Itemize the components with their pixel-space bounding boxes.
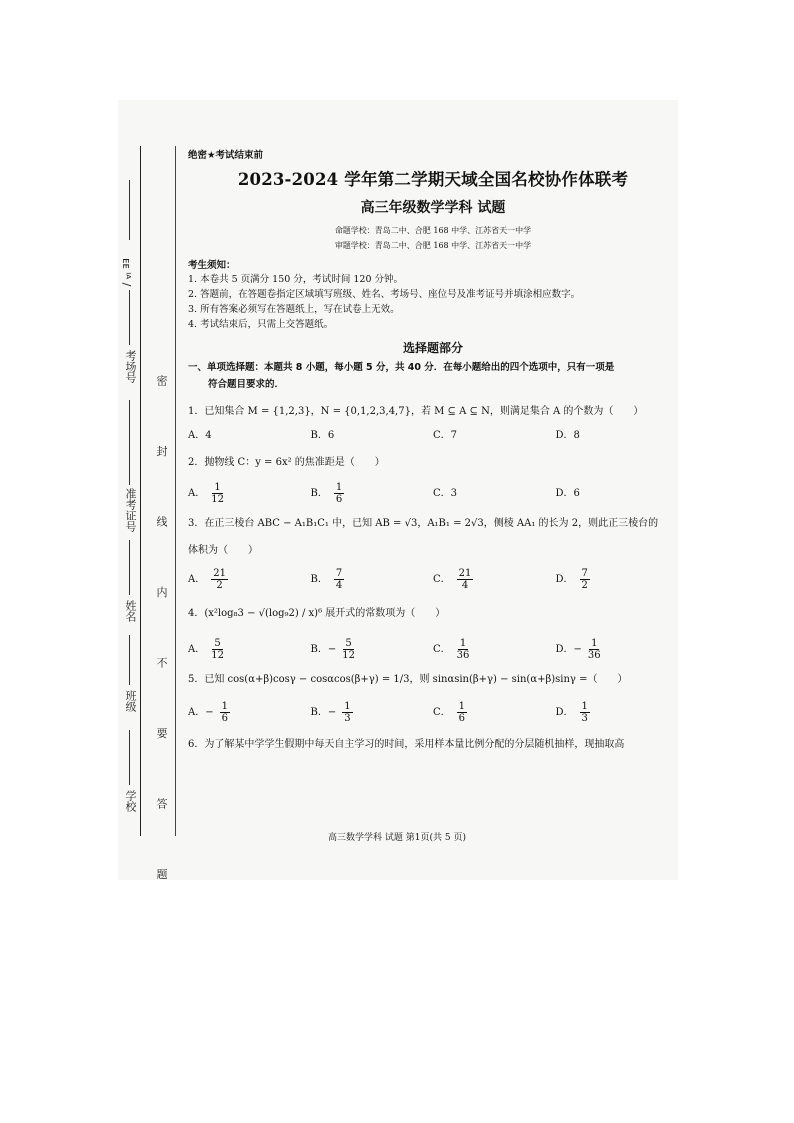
fill-line-school	[129, 730, 130, 785]
option: D． $\frac{1}{3}$	[555, 700, 588, 724]
author-line: 命题学校：青岛二中、合肥 168 中学、江苏省天一中学	[334, 225, 532, 235]
option: B． $\frac{1}{6}$	[310, 481, 343, 505]
option: B． 6	[310, 429, 335, 441]
note-item: 1. 本卷共 5 页满分 150 分，考试时间 120 分钟。	[188, 274, 404, 286]
fill-line-seat-no	[129, 180, 130, 240]
option: A． $\frac{21}{2}$	[188, 567, 226, 591]
exam-title: 2023-2024 学年第二学期天域全国名校协作体联考	[237, 169, 629, 189]
option: C． $\frac{21}{4}$	[433, 567, 472, 591]
fill-line-exam-no	[129, 400, 130, 485]
fill-line-name	[129, 540, 130, 595]
question-5-stem: 5．已知 cos(α+β)cosγ − cosαcos(β+γ) = 1/3，则 sinαsin(β+γ) − sin(α+β)sinγ =（ ）	[188, 674, 628, 686]
option: B． − $\frac{1}{3}$	[310, 700, 351, 724]
option: D． 8	[555, 429, 580, 441]
margin-name-label: 姓名	[124, 600, 137, 622]
question-1-options	[188, 429, 678, 443]
fill-line-seat	[129, 290, 130, 345]
question-6-stem: 6．为了解某中学学生假期中每天自主学习的时间，采用样本量比例分配的分层随机抽样，现抽取高	[188, 738, 625, 750]
note-item: 3. 所有答案必须写在答题纸上，写在试卷上无效。	[188, 304, 400, 315]
option: A． − $\frac{1}{6}$	[188, 700, 228, 724]
option: A． $\frac{5}{12}$	[188, 638, 224, 662]
exam-subtitle: 高三年级数学学科 试题	[360, 200, 506, 217]
option: B． $\frac{7}{4}$	[310, 567, 343, 591]
option: A． 4	[188, 429, 212, 441]
page-footer: 高三数学学科 试题 第1页(共 5 页)	[328, 833, 466, 843]
option: D． $\frac{7}{2}$	[555, 567, 588, 591]
question-2-options	[188, 482, 678, 505]
section-instruction: 一、单项选择题：本题共 8 小题，每小题 5 分，共 40 分．在每小题给出的四个选项中，只有一项是	[188, 361, 615, 373]
section-instruction-cont: 符合题目要求的．	[208, 378, 285, 390]
binding-line-outer	[140, 146, 141, 836]
option: D． − $\frac{1}{36}$	[555, 638, 601, 662]
notes-title: 考生须知：	[188, 259, 236, 271]
seal-line-warning: 密 封 线 内 不 要 答 题	[155, 375, 168, 908]
question-1-stem: 1．已知集合 M = {1,2,3}，N = {0,1,2,3,4,7}，若 M ⊆ A ⊆ N，则满足集合 A 的个数为（ ）	[188, 406, 644, 418]
margin-class-label: 班级	[124, 690, 137, 712]
option: C． $\frac{1}{6}$	[433, 700, 466, 724]
option: D． 6	[555, 487, 580, 499]
option: C． 7	[433, 429, 458, 441]
margin-school-label: 学校	[124, 790, 137, 812]
option: A． $\frac{1}{12}$	[188, 481, 224, 505]
exam-content	[188, 150, 678, 751]
question-5-options	[188, 701, 678, 724]
note-item: 2. 答题前，在答题卷指定区域填写班级、姓名、考场号、座位号及准考证号并填涂相应数字。	[188, 289, 581, 301]
section-title: 选择题部分	[402, 340, 463, 355]
question-4-stem: 4．(x²log₈3 − √(log₉2) / x)⁶ 展开式的常数项为（ ）	[188, 607, 446, 619]
question-3-options	[188, 568, 678, 591]
reviewer-line: 审题学校：青岛二中、合肥 168 中学、江苏省天一中学	[334, 240, 532, 250]
option: C． $\frac{1}{36}$	[433, 638, 470, 662]
margin-stamp: ᴇᴇ ᴵᴬ /	[120, 258, 133, 287]
binding-line-inner	[175, 146, 176, 836]
question-2-stem: 2．抛物线 C：y = 6x² 的焦准距是（ ）	[188, 457, 385, 469]
option: C． 3	[433, 487, 458, 499]
margin-exam-no-label: 准考证号	[124, 488, 137, 532]
question-3-stem-cont: 体积为（ ）	[188, 545, 258, 557]
fill-line-class	[129, 635, 130, 685]
secret-label: 绝密★考试结束前	[188, 150, 264, 161]
margin-seat-label: 考场号	[124, 350, 137, 383]
option: B． − $\frac{5}{12}$	[310, 638, 355, 662]
question-3-stem: 3．在正三棱台 ABC − A₁B₁C₁ 中，已知 AB = √3，A₁B₁ = 2√3，侧棱 AA₁ 的长为 2，则此正三棱台的	[188, 517, 659, 529]
note-item: 4. 考试结束后，只需上交答题纸。	[188, 318, 334, 330]
question-4-options	[188, 638, 678, 661]
